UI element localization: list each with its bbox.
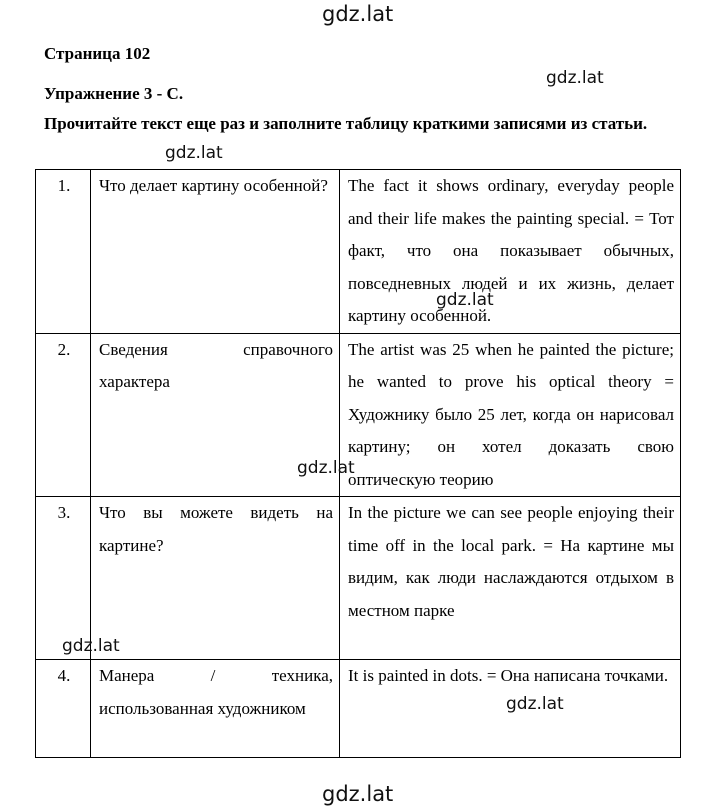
watermark-overlay: gdz.lat	[165, 143, 223, 163]
row-answer: The artist was 25 when he painted the picture; he wanted to prove his optical theory = Художнику было 25 лет, когда он нарисовал картину; он хотел доказать свою оптическую теорию	[340, 333, 681, 497]
watermark-overlay: gdz.lat	[506, 694, 564, 714]
row-question: Сведения справочного характера	[91, 333, 340, 497]
exercise-title: Упражнение 3 - С.	[44, 84, 184, 103]
row-number: 4.	[36, 660, 91, 758]
watermark-overlay: gdz.lat	[436, 290, 494, 310]
answer-table	[35, 169, 681, 758]
table-row	[36, 170, 681, 334]
row-answer: In the picture we can see people enjoying their time off in the local park. = На картине мы видим, как люди наслаждаются отдыхом в местном парке	[340, 497, 681, 660]
row-number: 2.	[36, 333, 91, 497]
watermark-top: gdz.lat	[322, 2, 394, 26]
row-question: Что вы можете видеть на картине?	[91, 497, 340, 660]
row-number: 1.	[36, 170, 91, 334]
watermark-bottom: gdz.lat	[322, 782, 394, 806]
row-question: Что делает картину особенной?	[91, 170, 340, 334]
row-answer: It is painted in dots. = Она написана точками.	[340, 660, 681, 758]
watermark-overlay: gdz.lat	[297, 458, 355, 478]
row-number: 3.	[36, 497, 91, 660]
table-row	[36, 660, 681, 758]
watermark-overlay: gdz.lat	[546, 68, 604, 88]
table-row	[36, 497, 681, 660]
page-title: Страница 102	[44, 44, 151, 63]
row-question: Манера / техника, использованная художником	[91, 660, 340, 758]
watermark-overlay: gdz.lat	[62, 636, 120, 656]
exercise-instruction: Прочитайте текст еще раз и заполните таблицу краткими записями из статьи.	[44, 114, 648, 133]
row-answer: The fact it shows ordinary, everyday people and their life makes the painting special. = Тот факт, что она показывает обычных, повседневных людей и их жизнь, делает картину особенной.	[340, 170, 681, 334]
table-row	[36, 333, 681, 497]
